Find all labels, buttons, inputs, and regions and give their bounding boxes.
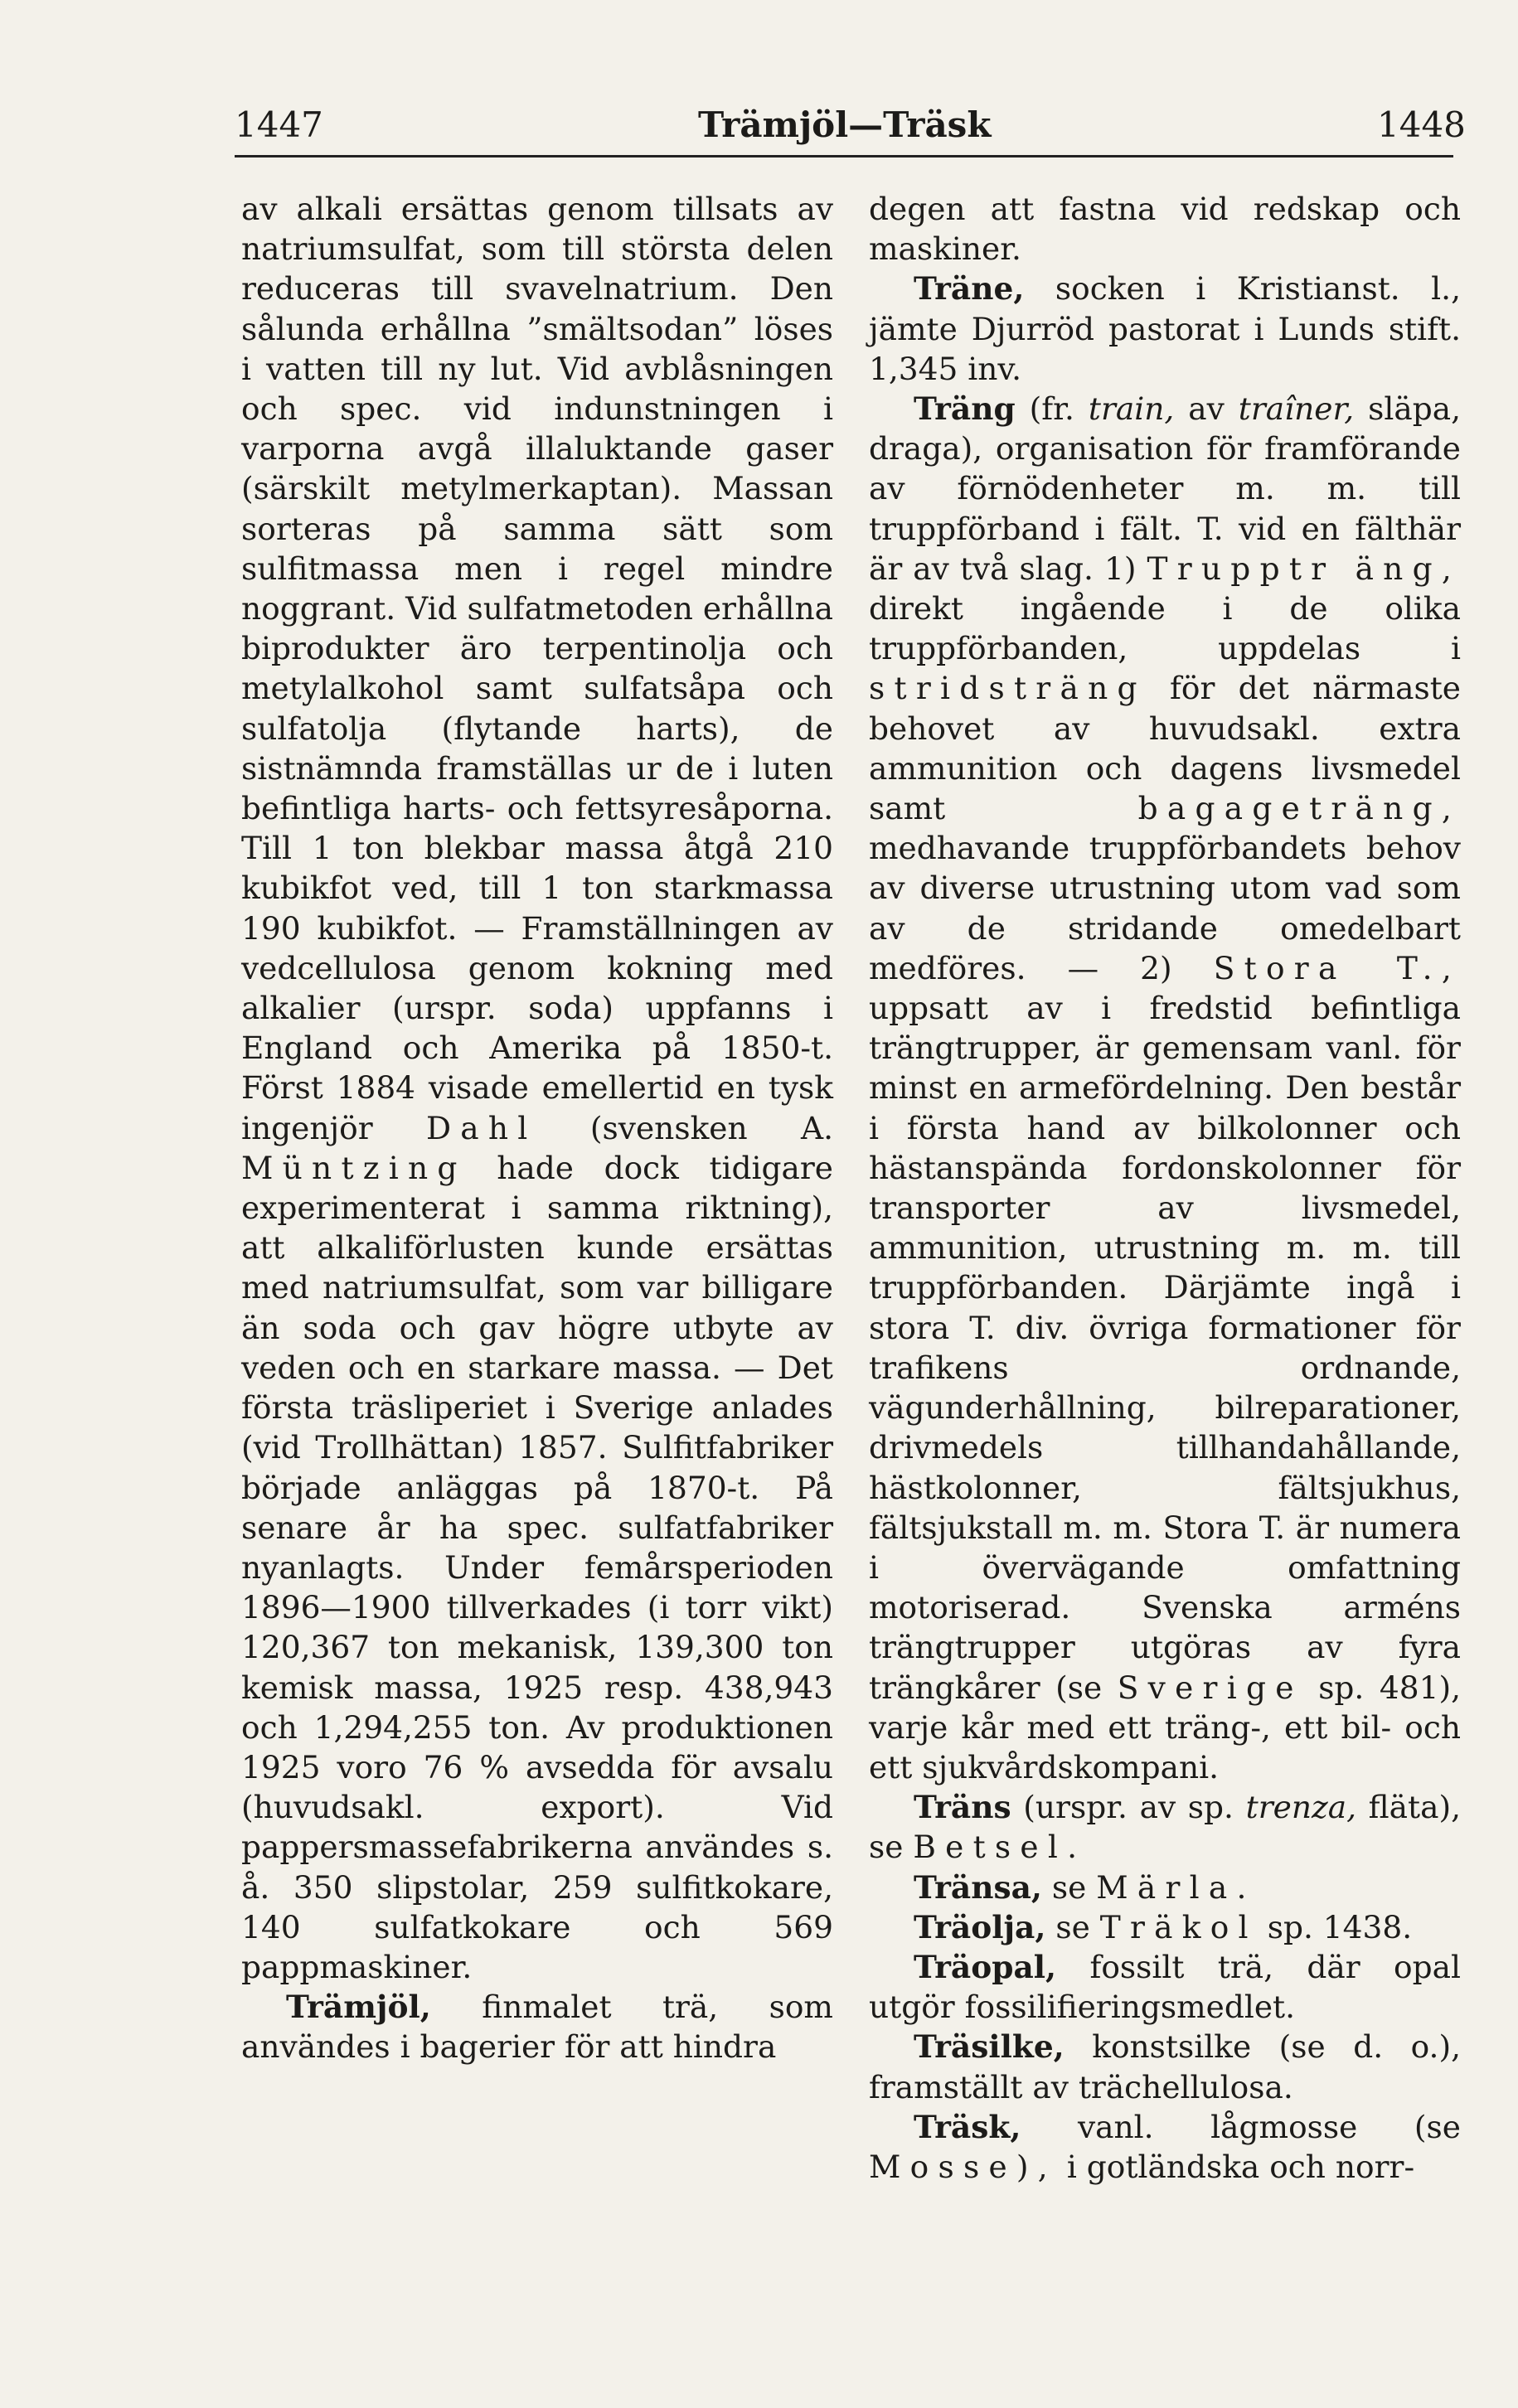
entry-tramjol xyxy=(241,1987,833,2066)
entry-trang xyxy=(869,389,1461,1787)
entry-trane xyxy=(869,269,1461,389)
cross-reference: Träkol xyxy=(1099,1908,1258,1945)
entry-text: sp. 1438. xyxy=(1267,1908,1413,1945)
entry-text: för det närmaste behovet av huvudsakl. extra ammunition och dagens livsmedel samt xyxy=(869,670,1461,827)
etymology-term: traîner, xyxy=(1238,390,1355,428)
entry-headword: Träsk, xyxy=(914,2108,1021,2145)
paragraph-text: (svensken A. xyxy=(589,1109,833,1146)
etymology-term: trenza, xyxy=(1245,1789,1356,1826)
entry-text: (fr. xyxy=(1029,390,1074,428)
paragraph-text: hade dock tidigare experimenterat i samma riktning), att alkaliförlusten kunde ersättas med natriumsulfat, som var billigare än soda och gav högre utbyte av veden och en starkare massa. — Det första träsliperiet i Sverige anlades (vid Trollhättan) 1857. Sulfitfabriker började anläggas på 1870-t. På senare år ha spec. sulfatfabriker nyanlagts. Under femårsperioden 1896—1900 tillverkades (i torr vikt) 120,367 ton mekanisk, 139,300 ton kemisk massa, 1925 resp. 438,943 och 1,294,255 ton. Av produktionen 1925 voro 76 % avsedda för avsalu (huvudsakl. export). Vid pappersmassefabrikerna användes s. å. 350 slipstolar, 259 sulfitkokare, 140 sulfatkokare och 569 pappmaskiner. xyxy=(241,1149,834,1985)
entry-text: uppsatt av i fredstid befintliga trängtrupper, är gemensam vanl. för minst en armefördelning. Den består i första hand av bilkolonner och hästanspända fordonskolonner för transporter av livsmedel, ammunition, utrustning m. m. till truppförbanden. Därjämte ingå i stora T. div. övriga formationer för trafikens ordnande, vägunderhållning, bilreparationer, drivmedels tillhandahållande, hästkolonner, fältsjukhus, fältsjukstall m. m. Stora T. är numera i övervägande omfattning motoriserad. Svenska arméns trängtrupper utgöras av fyra trängkårer (se xyxy=(869,990,1461,1706)
entry-headword: Träsilke, xyxy=(914,2028,1065,2066)
header-rule xyxy=(235,155,1453,157)
entry-text: släpa, draga), organisation för framförande av förnödenheter m. m. till truppförband i fält. T. vid en fälthär är av två slag. 1) xyxy=(869,390,1462,587)
cross-reference: Mosse), xyxy=(869,2148,1057,2185)
left-column xyxy=(241,189,833,2067)
subterm: bagageträng, xyxy=(1137,790,1461,827)
cross-reference: Betsel. xyxy=(913,1829,1087,1866)
page-number-right: 1448 xyxy=(1377,104,1466,145)
subterm: stridsträng xyxy=(869,670,1147,707)
subterm: Trupptr äng, xyxy=(1147,550,1461,587)
entry-text: vanl. lågmosse (se xyxy=(1077,2108,1461,2145)
entry-headword: Tränsa, xyxy=(914,1868,1042,1906)
entry-text: av xyxy=(1188,390,1225,428)
entry-traopal xyxy=(869,1947,1461,2027)
entry-traolja xyxy=(869,1907,1461,1947)
entry-headword: Träopal, xyxy=(914,1948,1057,1985)
entry-tramjol-continued: degen att fastna vid redskap och maskiner. xyxy=(869,191,1461,268)
entry-text: se xyxy=(1055,1908,1090,1945)
entry-headword: Trämjöl, xyxy=(286,1989,431,2026)
entry-headword: Träolja, xyxy=(914,1908,1046,1945)
person-name: Müntzing xyxy=(241,1149,467,1186)
running-title: Trämjöl—Träsk xyxy=(698,104,992,145)
entry-text: i gotländska och norr- xyxy=(1066,2148,1415,2185)
entry-text: sp. 481), varje kår med ett träng-, ett bil- och ett sjukvårdskompani. xyxy=(869,1669,1461,1785)
entry-headword: Träng xyxy=(914,390,1016,428)
cross-reference: Sverige xyxy=(1117,1669,1303,1706)
subterm: Stora T., xyxy=(1213,949,1462,986)
entry-trasilke xyxy=(869,2027,1461,2106)
entry-text: socken i Kristianst. l., jämte Djurröd pastorat i Lunds stift. 1,345 inv. xyxy=(869,270,1461,387)
sulfate-process-paragraph xyxy=(241,189,833,1987)
entry-text: fossilt trä, där opal utgör fossilifieringsmedlet. xyxy=(869,1948,1461,2026)
entry-trans xyxy=(869,1787,1461,1867)
entry-text: finmalet trä, som användes i bagerier för att hindra xyxy=(241,1989,833,2066)
entry-text: direkt ingående i de olika truppförbanden, uppdelas i xyxy=(869,590,1461,667)
entry-text: se xyxy=(1051,1868,1087,1906)
entry-trask xyxy=(869,2107,1461,2187)
entry-text: fläta), se xyxy=(869,1789,1462,1866)
page-number-left: 1447 xyxy=(235,104,323,145)
entry-text: (urspr. av sp. xyxy=(1023,1789,1234,1826)
entry-headword: Träne, xyxy=(914,270,1025,308)
etymology-term: train, xyxy=(1088,390,1175,428)
right-column xyxy=(869,189,1461,2187)
entry-transa xyxy=(869,1868,1461,1907)
entry-text: konstsilke (se d. o.), framställt av trächellulosa. xyxy=(869,2028,1461,2105)
entry-text: medhavande truppförbandets behov av diverse utrustning utom vad som av de stridande omedelbart medföres. — 2) xyxy=(869,830,1461,986)
cross-reference: Märla. xyxy=(1096,1868,1256,1906)
paragraph-text: av alkali ersättas genom tillsats av natriumsulfat, som till största delen reduceras till svavelnatrium. Den sålunda erhållna ”smältsodan” löses i vatten till ny lut. Vid avblåsningen och spec. vid indunstningen i varporna avgå illaluktande gaser (särskilt metylmerkaptan). Massan sorteras på samma sätt som sulfitmassa men i regel mindre noggrant. Vid sulfatmetoden erhållna biprodukter äro terpentinolja och metylalkohol samt sulfatsåpa och sulfatolja (flytande harts), de sistnämnda framställas ur de i luten befintliga harts- och fettsyresåporna. Till 1 ton blekbar massa åtgå 210 kubikfot ved, till 1 ton starkmassa 190 kubikfot. — Framställningen av vedcellulosa genom kokning med alkalier (urspr. soda) uppfanns i England och Amerika på 1850-t. Först 1884 visade emellertid en tysk ingenjör xyxy=(241,191,833,1146)
person-name: Dahl xyxy=(425,1109,537,1146)
entry-headword: Träns xyxy=(914,1789,1011,1826)
